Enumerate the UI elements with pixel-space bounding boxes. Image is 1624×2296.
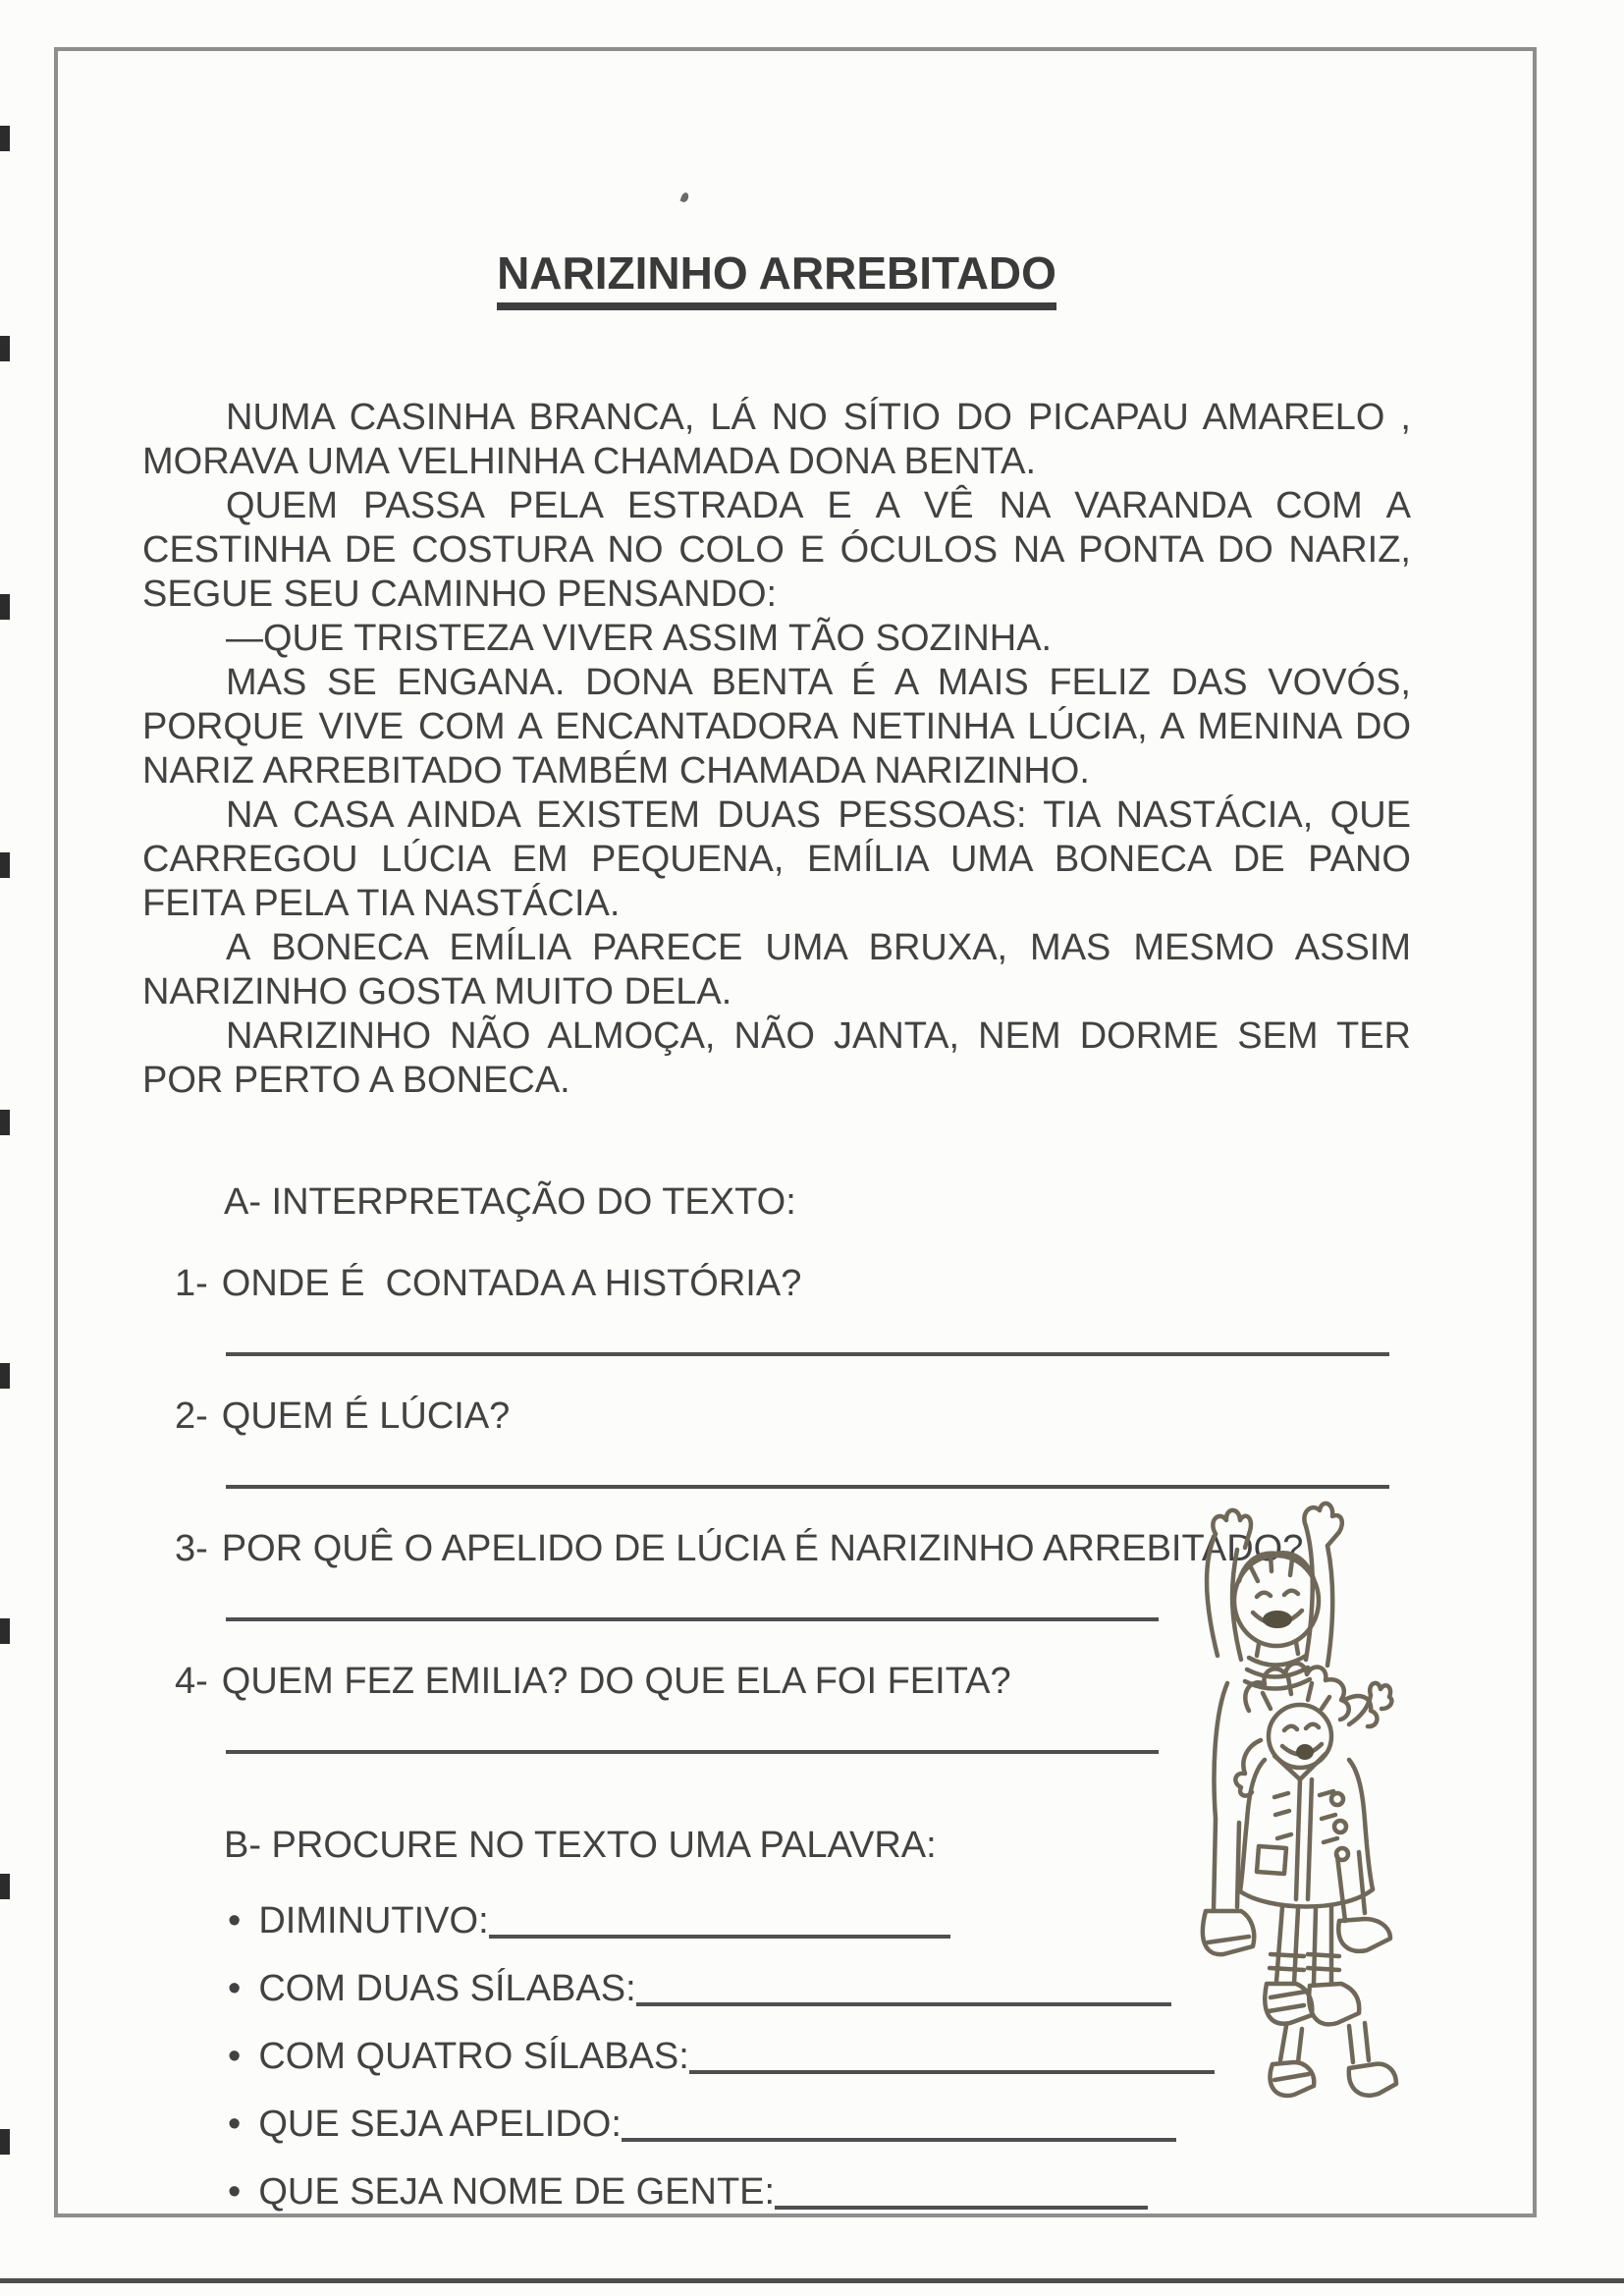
story-paragraph: NA CASA AINDA EXISTEM DUAS PESSOAS: TIA NASTÁCIA, QUE CARREGOU LÚCIA EM PEQUENA, EMÍLIA UMA BONECA DE PANO FEITA PELA TIA NASTÁCIA. <box>142 793 1411 924</box>
story-paragraph: MAS SE ENGANA. DONA BENTA É A MAIS FELIZ DAS VOVÓS, PORQUE VIVE COM A ENCANTADORA NETINHA LÚCIA, A MENINA DO NARIZ ARREBITADO TAMBÉM CHAMADA NARIZINHO. <box>142 661 1411 792</box>
scan-edge-mark <box>0 1874 10 1899</box>
scan-edge-mark <box>0 2129 10 2155</box>
bullet-label: COM QUATRO SÍLABAS: <box>258 2035 689 2077</box>
question-number: 1- <box>175 1262 208 1304</box>
story-paragraph: NUMA CASINHA BRANCA, LÁ NO SÍTIO DO PICAPAU AMARELO , MORAVA UMA VELHINHA CHAMADA DONA BENTA. <box>142 396 1411 482</box>
question-2 <box>175 1395 1411 1438</box>
story-text <box>142 396 1411 1103</box>
question-text: ONDE É CONTADA A HISTÓRIA? <box>221 1262 802 1304</box>
answer-line-duas-silabas[interactable] <box>636 1977 1171 2006</box>
bullet-dot-icon: • <box>228 1967 242 2009</box>
question-1 <box>175 1263 1411 1305</box>
bullet-label: QUE SEJA APELIDO: <box>258 2103 622 2145</box>
word-search-item-nome-de-gente <box>228 2171 1411 2214</box>
question-number: 2- <box>175 1394 208 1437</box>
story-paragraph: —QUE TRISTEZA VIVER ASSIM TÃO SOZINHA. <box>226 617 1053 659</box>
section-b-heading: B- PROCURE NO TEXTO UMA PALAVRA: <box>224 1824 937 1866</box>
question-number: 3- <box>175 1527 208 1569</box>
scan-edge-mark <box>0 1363 10 1389</box>
question-text: POR QUÊ O APELIDO DE LÚCIA É NARIZINHO ARREBITADO? <box>221 1527 1304 1569</box>
story-paragraph: A BONECA EMÍLIA PARECE UMA BRUXA, MAS MESMO ASSIM NARIZINHO GOSTA MUITO DELA. <box>142 926 1411 1012</box>
story-paragraph: NARIZINHO NÃO ALMOÇA, NÃO JANTA, NEM DORME SEM TER POR PERTO A BONECA. <box>142 1014 1411 1101</box>
scan-edge-mark <box>0 1110 10 1135</box>
page-title: NARIZINHO ARREBITADO <box>497 246 1056 310</box>
bullet-dot-icon: • <box>228 1899 242 1941</box>
bullet-label: DIMINUTIVO: <box>258 1899 489 1941</box>
question-number: 4- <box>175 1660 208 1702</box>
bullet-dot-icon: • <box>228 2035 242 2077</box>
question-text: QUEM É LÚCIA? <box>221 1394 511 1437</box>
story-paragraph: QUEM PASSA PELA ESTRADA E A VÊ NA VARANDA COM A CESTINHA DE COSTURA NO COLO E ÓCULOS NA PONTA DO NARIZ, SEGUE SEU CAMINHO PENSANDO: <box>142 484 1411 615</box>
narizinho-emilia-illustration <box>1157 1491 1532 2127</box>
answer-line-nome-de-gente[interactable] <box>775 2180 1148 2210</box>
answer-line-quatro-silabas[interactable] <box>689 2045 1215 2074</box>
answer-line-question-4[interactable] <box>226 1750 1159 1754</box>
answer-line-question-2[interactable] <box>226 1485 1389 1489</box>
bullet-dot-icon: • <box>228 2170 242 2213</box>
bullet-label: COM DUAS SÍLABAS: <box>258 1967 636 2009</box>
bullet-dot-icon: • <box>228 2103 242 2145</box>
scan-edge-mark <box>0 852 10 878</box>
scan-edge-mark <box>0 1618 10 1644</box>
answer-line-question-1[interactable] <box>226 1352 1389 1356</box>
scan-edge-mark <box>0 594 10 620</box>
answer-line-apelido[interactable] <box>622 2112 1176 2142</box>
scan-edge-mark <box>0 336 10 361</box>
scan-bottom-edge <box>0 2278 1624 2283</box>
answer-line-question-3[interactable] <box>226 1617 1159 1621</box>
scan-edge-mark <box>0 126 10 151</box>
section-a-heading: A- INTERPRETAÇÃO DO TEXTO: <box>224 1180 796 1223</box>
question-text: QUEM FEZ EMILIA? DO QUE ELA FOI FEITA? <box>221 1660 1011 1702</box>
answer-line-diminutivo[interactable] <box>489 1909 950 1939</box>
bullet-label: QUE SEJA NOME DE GENTE: <box>258 2170 776 2213</box>
